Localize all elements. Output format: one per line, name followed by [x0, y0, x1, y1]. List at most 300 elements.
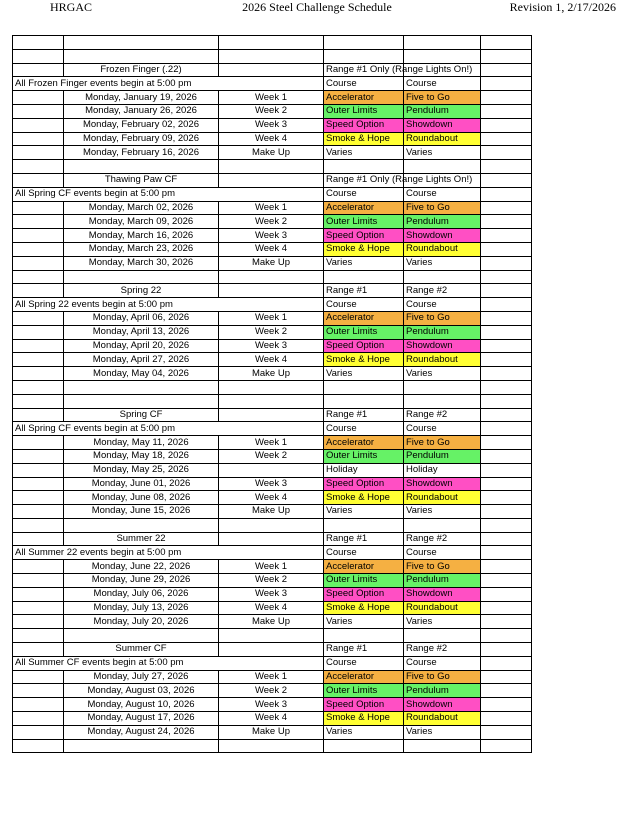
- event-week: Week 2: [219, 215, 324, 229]
- empty-cell: [481, 477, 532, 491]
- event-date: Monday, June 08, 2026: [64, 491, 219, 505]
- event-week: Week 2: [219, 325, 324, 339]
- event-row: [13, 146, 532, 160]
- course-2-label: Course: [404, 422, 481, 436]
- stage-range-2: Five to Go: [404, 201, 481, 215]
- empty-cell: [481, 532, 532, 546]
- event-row: [13, 587, 532, 601]
- stage-range-1: Varies: [324, 367, 404, 381]
- empty-cell: [481, 132, 532, 146]
- empty-cell: [481, 201, 532, 215]
- event-week: Make Up: [219, 725, 324, 739]
- empty-cell: [324, 160, 404, 174]
- range-2-label: Range #2: [404, 532, 481, 546]
- empty-cell: [13, 256, 64, 270]
- event-row: [13, 242, 532, 256]
- start-time-note: All Spring CF events begin at 5:00 pm: [13, 422, 324, 436]
- stage-range-1: Speed Option: [324, 477, 404, 491]
- stage-range-1: Varies: [324, 615, 404, 629]
- section-note-row: [13, 187, 532, 201]
- stage-range-1: Outer Limits: [324, 684, 404, 698]
- empty-cell: [404, 739, 481, 753]
- event-week: Make Up: [219, 505, 324, 519]
- stage-range-1: Outer Limits: [324, 449, 404, 463]
- stage-range-2: Five to Go: [404, 670, 481, 684]
- empty-cell: [13, 380, 64, 394]
- stage-range-2: Varies: [404, 367, 481, 381]
- event-week: Week 3: [219, 339, 324, 353]
- event-week: Week 2: [219, 574, 324, 588]
- event-row: [13, 201, 532, 215]
- stage-range-1: Outer Limits: [324, 325, 404, 339]
- stage-range-1: Smoke & Hope: [324, 242, 404, 256]
- empty-cell: [13, 587, 64, 601]
- empty-cell: [404, 518, 481, 532]
- stage-range-2: Varies: [404, 505, 481, 519]
- event-date: Monday, May 11, 2026: [64, 436, 219, 450]
- event-row: [13, 229, 532, 243]
- stage-range-2: Varies: [404, 725, 481, 739]
- stage-range-2: Roundabout: [404, 712, 481, 726]
- empty-cell: [13, 367, 64, 381]
- event-row: [13, 712, 532, 726]
- event-date: Monday, May 25, 2026: [64, 463, 219, 477]
- empty-cell: [13, 739, 64, 753]
- empty-cell: [13, 284, 64, 298]
- stage-range-1: Accelerator: [324, 560, 404, 574]
- empty-cell: [404, 49, 481, 63]
- empty-cell: [13, 353, 64, 367]
- event-week: Week 1: [219, 560, 324, 574]
- stage-range-2: Pendulum: [404, 684, 481, 698]
- empty-cell: [481, 63, 532, 77]
- empty-cell: [64, 380, 219, 394]
- empty-cell: [481, 574, 532, 588]
- course-1-label: Course: [324, 77, 404, 91]
- empty-cell: [219, 532, 324, 546]
- event-date: Monday, April 27, 2026: [64, 353, 219, 367]
- empty-cell: [481, 49, 532, 63]
- stage-range-2: Five to Go: [404, 311, 481, 325]
- empty-cell: [481, 587, 532, 601]
- course-1-label: Course: [324, 187, 404, 201]
- range-2-label: Range #2: [404, 408, 481, 422]
- empty-cell: [13, 325, 64, 339]
- course-2-label: Course: [404, 77, 481, 91]
- empty-cell: [219, 408, 324, 422]
- empty-cell: [481, 173, 532, 187]
- range-1-label: Range #1: [324, 643, 404, 657]
- empty-cell: [481, 615, 532, 629]
- event-date: Monday, March 16, 2026: [64, 229, 219, 243]
- event-date: Monday, January 26, 2026: [64, 104, 219, 118]
- empty-cell: [13, 339, 64, 353]
- schedule-table: [12, 35, 532, 753]
- empty-cell: [481, 656, 532, 670]
- empty-cell: [481, 104, 532, 118]
- empty-cell: [13, 574, 64, 588]
- empty-cell: [481, 601, 532, 615]
- event-week: Make Up: [219, 615, 324, 629]
- event-row: [13, 698, 532, 712]
- event-week: Make Up: [219, 146, 324, 160]
- event-week: Week 2: [219, 104, 324, 118]
- stage-range-1: Smoke & Hope: [324, 353, 404, 367]
- event-row: [13, 725, 532, 739]
- event-row: [13, 215, 532, 229]
- stage-range-2: Showdown: [404, 339, 481, 353]
- empty-cell: [481, 91, 532, 105]
- event-date: Monday, June 22, 2026: [64, 560, 219, 574]
- empty-cell: [324, 518, 404, 532]
- stage-range-2: Roundabout: [404, 132, 481, 146]
- event-week: Week 4: [219, 601, 324, 615]
- event-row: [13, 91, 532, 105]
- course-1-label: Course: [324, 298, 404, 312]
- range-note: Range #1 Only (Range Lights On!): [326, 63, 473, 75]
- event-week: Week 4: [219, 712, 324, 726]
- stage-range-2: Varies: [404, 615, 481, 629]
- empty-cell: [13, 63, 64, 77]
- event-date: Monday, July 06, 2026: [64, 587, 219, 601]
- start-time-note: All Summer CF events begin at 5:00 pm: [13, 656, 324, 670]
- stage-range-2: Roundabout: [404, 491, 481, 505]
- event-date: Monday, May 18, 2026: [64, 449, 219, 463]
- stage-range-2: Showdown: [404, 229, 481, 243]
- empty-cell: [13, 684, 64, 698]
- empty-cell: [481, 229, 532, 243]
- stage-range-2: Pendulum: [404, 104, 481, 118]
- stage-range-1: Smoke & Hope: [324, 132, 404, 146]
- course-2-label: Course: [404, 656, 481, 670]
- empty-cell: [481, 298, 532, 312]
- empty-cell: [404, 160, 481, 174]
- empty-cell: [481, 629, 532, 643]
- empty-cell: [481, 739, 532, 753]
- event-row: [13, 104, 532, 118]
- empty-cell: [13, 505, 64, 519]
- stage-range-1: Outer Limits: [324, 215, 404, 229]
- event-row: [13, 670, 532, 684]
- empty-cell: [13, 91, 64, 105]
- stage-range-2: Roundabout: [404, 601, 481, 615]
- empty-cell: [13, 518, 64, 532]
- empty-cell: [64, 394, 219, 408]
- empty-cell: [219, 160, 324, 174]
- empty-cell: [13, 408, 64, 422]
- empty-cell: [219, 629, 324, 643]
- event-date: Monday, April 06, 2026: [64, 311, 219, 325]
- empty-cell: [481, 408, 532, 422]
- empty-cell: [13, 601, 64, 615]
- event-week: Make Up: [219, 256, 324, 270]
- event-week: Week 3: [219, 118, 324, 132]
- spacer-row: [13, 739, 532, 753]
- section-note-row: [13, 546, 532, 560]
- event-week: Week 3: [219, 587, 324, 601]
- event-week: Week 1: [219, 201, 324, 215]
- start-time-note: All Spring 22 events begin at 5:00 pm: [13, 298, 324, 312]
- event-row: [13, 132, 532, 146]
- empty-cell: [324, 49, 404, 63]
- empty-cell: [13, 615, 64, 629]
- header-org: HRGAC: [50, 0, 93, 14]
- stage-range-1: Speed Option: [324, 339, 404, 353]
- event-row: [13, 491, 532, 505]
- event-row: [13, 367, 532, 381]
- event-week: Week 3: [219, 698, 324, 712]
- event-week: [219, 463, 324, 477]
- stage-range-1: Speed Option: [324, 229, 404, 243]
- event-row: [13, 339, 532, 353]
- event-row: [13, 601, 532, 615]
- event-date: Monday, March 30, 2026: [64, 256, 219, 270]
- event-date: Monday, March 02, 2026: [64, 201, 219, 215]
- section-note-row: [13, 298, 532, 312]
- section-title: Thawing Paw CF: [64, 173, 219, 187]
- event-row: [13, 505, 532, 519]
- spacer-row: [13, 49, 532, 63]
- empty-cell: [324, 739, 404, 753]
- empty-cell: [481, 187, 532, 201]
- section-title: Summer CF: [64, 643, 219, 657]
- empty-cell: [13, 725, 64, 739]
- event-row: [13, 311, 532, 325]
- spacer-row: [13, 36, 532, 50]
- empty-cell: [13, 463, 64, 477]
- event-row: [13, 353, 532, 367]
- event-row: [13, 449, 532, 463]
- event-week: Week 2: [219, 449, 324, 463]
- empty-cell: [324, 270, 404, 284]
- start-time-note: All Summer 22 events begin at 5:00 pm: [13, 546, 324, 560]
- event-date: Monday, June 15, 2026: [64, 505, 219, 519]
- empty-cell: [64, 160, 219, 174]
- empty-cell: [219, 394, 324, 408]
- empty-cell: [13, 173, 64, 187]
- event-row: [13, 477, 532, 491]
- empty-cell: [481, 215, 532, 229]
- stage-range-1: Smoke & Hope: [324, 712, 404, 726]
- empty-cell: [13, 491, 64, 505]
- empty-cell: [219, 63, 324, 77]
- stage-range-1: Varies: [324, 256, 404, 270]
- event-row: [13, 463, 532, 477]
- empty-cell: [219, 380, 324, 394]
- empty-cell: [481, 712, 532, 726]
- empty-cell: [324, 629, 404, 643]
- event-row: [13, 574, 532, 588]
- course-2-label: Course: [404, 298, 481, 312]
- empty-cell: [481, 339, 532, 353]
- stage-range-1: Accelerator: [324, 670, 404, 684]
- empty-cell: [324, 394, 404, 408]
- event-week: Week 4: [219, 353, 324, 367]
- empty-cell: [481, 505, 532, 519]
- stage-range-1: Speed Option: [324, 698, 404, 712]
- range-1-label: Range #1: [324, 532, 404, 546]
- empty-cell: [481, 160, 532, 174]
- course-1-label: Course: [324, 422, 404, 436]
- empty-cell: [13, 104, 64, 118]
- empty-cell: [481, 256, 532, 270]
- course-2-label: Course: [404, 187, 481, 201]
- empty-cell: [481, 518, 532, 532]
- empty-cell: [13, 670, 64, 684]
- range-note-cell: [324, 173, 473, 187]
- start-time-note: All Spring CF events begin at 5:00 pm: [13, 187, 324, 201]
- spacer-row: [13, 160, 532, 174]
- event-date: Monday, March 09, 2026: [64, 215, 219, 229]
- empty-cell: [13, 270, 64, 284]
- stage-range-1: Accelerator: [324, 311, 404, 325]
- empty-cell: [481, 670, 532, 684]
- stage-range-1: Accelerator: [324, 201, 404, 215]
- empty-cell: [13, 449, 64, 463]
- stage-range-2: Pendulum: [404, 449, 481, 463]
- course-2-label: Course: [404, 546, 481, 560]
- spacer-row: [13, 629, 532, 643]
- empty-cell: [481, 146, 532, 160]
- event-week: Week 1: [219, 436, 324, 450]
- stage-range-2: Pendulum: [404, 215, 481, 229]
- empty-cell: [64, 739, 219, 753]
- empty-cell: [219, 518, 324, 532]
- stage-range-2: Holiday: [404, 463, 481, 477]
- empty-cell: [13, 394, 64, 408]
- event-date: Monday, February 16, 2026: [64, 146, 219, 160]
- empty-cell: [219, 36, 324, 50]
- empty-cell: [481, 367, 532, 381]
- empty-cell: [481, 270, 532, 284]
- empty-cell: [13, 698, 64, 712]
- event-date: Monday, August 24, 2026: [64, 725, 219, 739]
- event-week: Make Up: [219, 367, 324, 381]
- event-date: Monday, May 04, 2026: [64, 367, 219, 381]
- section-title-row: [13, 643, 532, 657]
- stage-range-1: Smoke & Hope: [324, 491, 404, 505]
- event-date: Monday, April 13, 2026: [64, 325, 219, 339]
- stage-range-2: Varies: [404, 256, 481, 270]
- section-title: Spring 22: [64, 284, 219, 298]
- spacer-row: [13, 394, 532, 408]
- empty-cell: [481, 463, 532, 477]
- empty-cell: [404, 394, 481, 408]
- stage-range-2: Showdown: [404, 698, 481, 712]
- event-week: Week 4: [219, 491, 324, 505]
- empty-cell: [13, 712, 64, 726]
- empty-cell: [481, 436, 532, 450]
- event-date: Monday, August 10, 2026: [64, 698, 219, 712]
- empty-cell: [64, 518, 219, 532]
- empty-cell: [13, 311, 64, 325]
- header-revision: Revision 1, 2/17/2026: [509, 0, 616, 14]
- empty-cell: [219, 643, 324, 657]
- event-row: [13, 615, 532, 629]
- empty-cell: [13, 146, 64, 160]
- empty-cell: [404, 629, 481, 643]
- empty-cell: [219, 270, 324, 284]
- empty-cell: [481, 118, 532, 132]
- empty-cell: [13, 629, 64, 643]
- spacer-row: [13, 380, 532, 394]
- empty-cell: [13, 132, 64, 146]
- stage-range-2: Varies: [404, 146, 481, 160]
- empty-cell: [481, 394, 532, 408]
- empty-cell: [481, 325, 532, 339]
- stage-range-1: Holiday: [324, 463, 404, 477]
- event-date: Monday, April 20, 2026: [64, 339, 219, 353]
- empty-cell: [481, 491, 532, 505]
- section-title-row: [13, 63, 532, 77]
- event-date: Monday, July 20, 2026: [64, 615, 219, 629]
- event-date: Monday, January 19, 2026: [64, 91, 219, 105]
- stage-range-1: Varies: [324, 725, 404, 739]
- empty-cell: [324, 380, 404, 394]
- event-date: Monday, July 13, 2026: [64, 601, 219, 615]
- range-2-label: Range #2: [404, 643, 481, 657]
- spacer-row: [13, 518, 532, 532]
- empty-cell: [13, 49, 64, 63]
- empty-cell: [481, 242, 532, 256]
- empty-cell: [64, 270, 219, 284]
- empty-cell: [481, 684, 532, 698]
- empty-cell: [481, 643, 532, 657]
- event-week: Week 1: [219, 311, 324, 325]
- section-title: Summer 22: [64, 532, 219, 546]
- section-title-row: [13, 532, 532, 546]
- empty-cell: [481, 284, 532, 298]
- empty-cell: [481, 36, 532, 50]
- stage-range-1: Outer Limits: [324, 574, 404, 588]
- event-date: Monday, February 02, 2026: [64, 118, 219, 132]
- empty-cell: [13, 36, 64, 50]
- event-row: [13, 118, 532, 132]
- event-row: [13, 684, 532, 698]
- empty-cell: [13, 215, 64, 229]
- empty-cell: [13, 160, 64, 174]
- section-title-row: [13, 284, 532, 298]
- event-date: Monday, March 23, 2026: [64, 242, 219, 256]
- course-1-label: Course: [324, 656, 404, 670]
- empty-cell: [219, 49, 324, 63]
- event-week: Week 3: [219, 477, 324, 491]
- event-date: Monday, August 17, 2026: [64, 712, 219, 726]
- event-date: Monday, June 01, 2026: [64, 477, 219, 491]
- section-note-row: [13, 656, 532, 670]
- range-note-cell: [324, 63, 473, 77]
- event-row: [13, 436, 532, 450]
- course-1-label: Course: [324, 546, 404, 560]
- section-note-row: [13, 77, 532, 91]
- empty-cell: [13, 532, 64, 546]
- spacer-row: [13, 270, 532, 284]
- empty-cell: [13, 436, 64, 450]
- empty-cell: [481, 546, 532, 560]
- schedule-body: [13, 36, 532, 753]
- empty-cell: [481, 353, 532, 367]
- empty-cell: [219, 739, 324, 753]
- section-note-row: [13, 422, 532, 436]
- empty-cell: [64, 49, 219, 63]
- event-date: Monday, July 27, 2026: [64, 670, 219, 684]
- event-row: [13, 560, 532, 574]
- empty-cell: [481, 725, 532, 739]
- stage-range-1: Outer Limits: [324, 104, 404, 118]
- stage-range-1: Varies: [324, 146, 404, 160]
- event-date: Monday, June 29, 2026: [64, 574, 219, 588]
- event-date: Monday, February 09, 2026: [64, 132, 219, 146]
